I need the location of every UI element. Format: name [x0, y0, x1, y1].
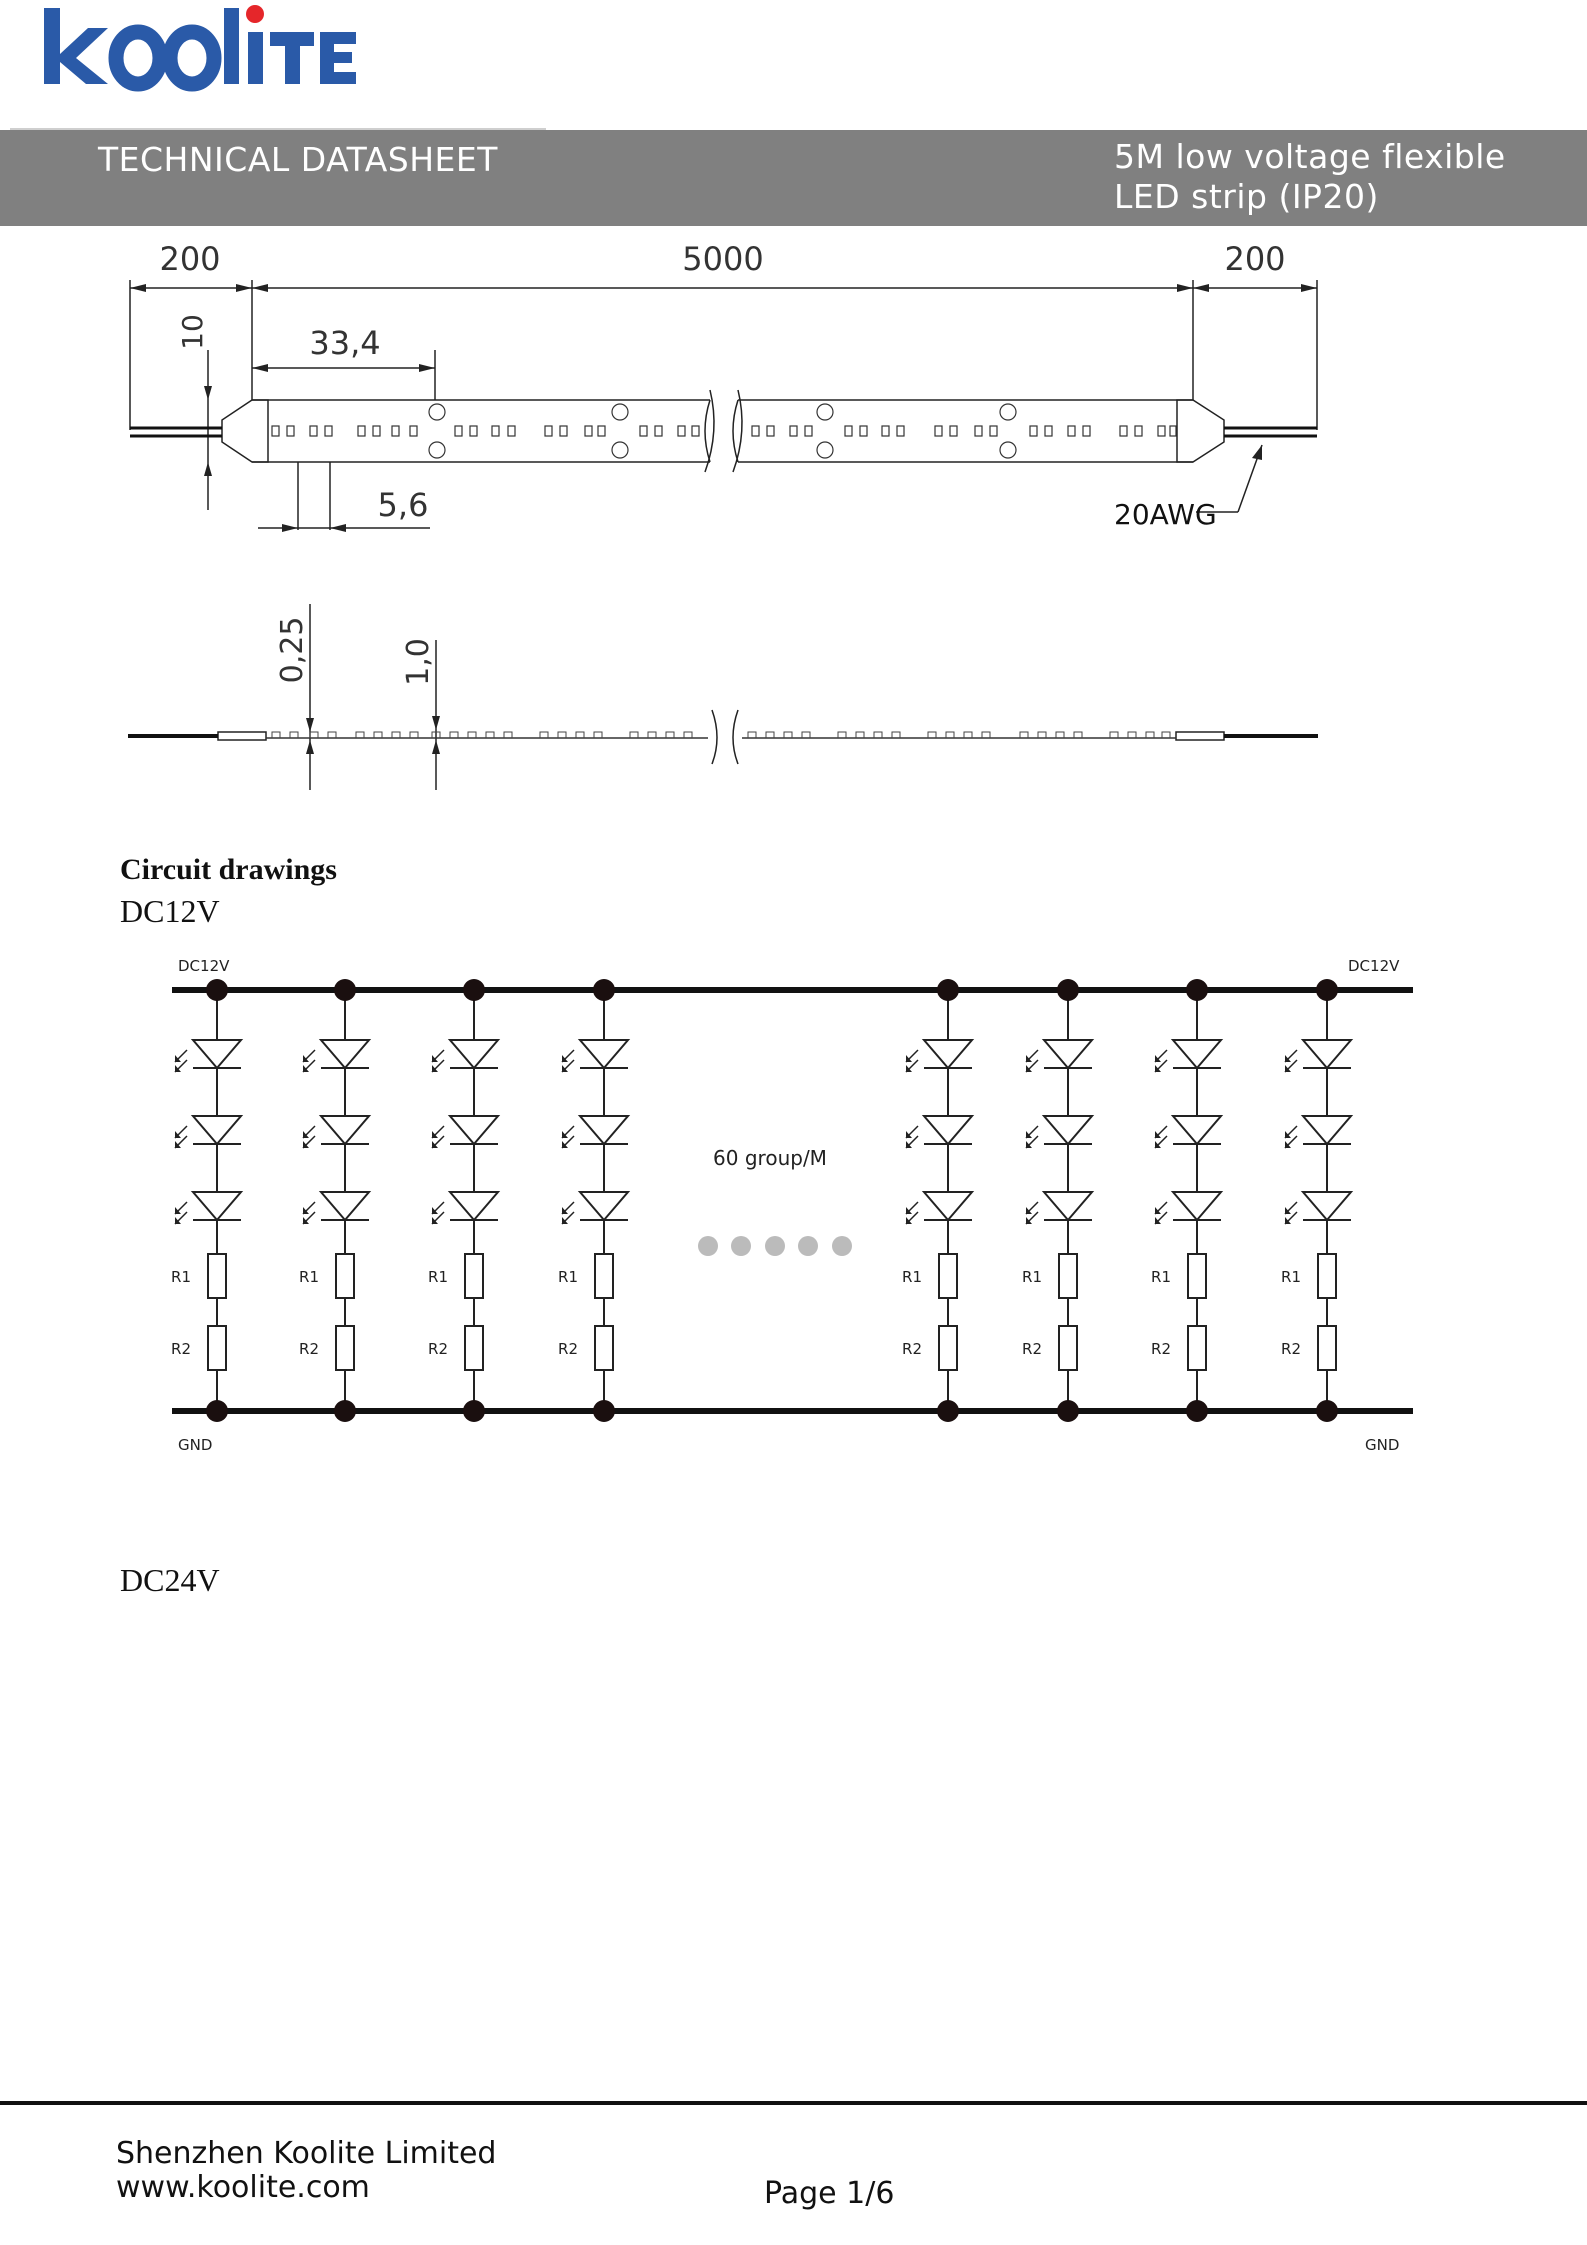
led-branch	[1022, 979, 1092, 1422]
top-junction-node	[593, 979, 615, 1001]
bottom-junction-node	[1186, 1400, 1208, 1422]
resistor-r2-label: R2	[1151, 1340, 1171, 1358]
dim-thickness: 0,25	[275, 616, 310, 684]
resistor-r2-label: R2	[299, 1340, 319, 1358]
led-diode-symbol	[1285, 1040, 1351, 1072]
footer-url[interactable]: www.koolite.com	[116, 2170, 370, 2205]
product-title-line1: 5M low voltage flexible	[1114, 137, 1506, 176]
led-diode-symbol	[562, 1116, 628, 1148]
footer-company: Shenzhen Koolite Limited	[116, 2136, 497, 2171]
led-diode-symbol	[175, 1192, 241, 1224]
resistor-r1-label: R1	[428, 1268, 448, 1286]
top-right-rail-label: DC12V	[1348, 957, 1400, 975]
led-diode-symbol	[1285, 1116, 1351, 1148]
top-left-rail-label: DC12V	[178, 957, 230, 975]
continuation-dots	[698, 1236, 852, 1256]
top-junction-node	[334, 979, 356, 1001]
led-diode-symbol	[1026, 1040, 1092, 1072]
footer-page-number: Page 1/6	[764, 2176, 895, 2211]
led-branch	[1281, 979, 1351, 1422]
led-diode-symbol	[175, 1116, 241, 1148]
dim-led-width: 5,6	[377, 486, 429, 524]
led-diode-symbol	[1026, 1116, 1092, 1148]
strip-top-view-drawing	[0, 240, 1587, 570]
led-diode-symbol	[303, 1040, 369, 1072]
top-junction-node	[1186, 979, 1208, 1001]
top-junction-node	[937, 979, 959, 1001]
top-junction-node	[463, 979, 485, 1001]
resistor-r1	[336, 1254, 354, 1298]
bottom-junction-node	[937, 1400, 959, 1422]
led-diode-symbol	[1155, 1040, 1221, 1072]
bottom-right-rail-label: GND	[1365, 1436, 1400, 1454]
led-diode-symbol	[1026, 1192, 1092, 1224]
resistor-r2-label: R2	[428, 1340, 448, 1358]
resistor-r1-label: R1	[299, 1268, 319, 1286]
dim-height: 1,0	[401, 638, 436, 686]
led-diode-symbol	[432, 1116, 498, 1148]
led-diode-symbol	[432, 1040, 498, 1072]
circuit-drawings-heading: Circuit drawings	[120, 853, 337, 886]
led-diode-symbol	[906, 1192, 972, 1224]
wire-gauge-label: 20AWG	[1114, 498, 1217, 531]
led-branch	[171, 979, 241, 1422]
dim-lead-left: 200	[159, 240, 221, 278]
product-title-line2: LED strip (IP20)	[1114, 177, 1379, 216]
top-junction-node	[1316, 979, 1338, 1001]
resistor-r2-label: R2	[902, 1340, 922, 1358]
resistor-r2	[595, 1326, 613, 1370]
resistor-r1	[1318, 1254, 1336, 1298]
dc24v-heading: DC24V	[120, 1562, 220, 1598]
resistor-r1	[595, 1254, 613, 1298]
led-branch	[1151, 979, 1221, 1422]
resistor-r1	[465, 1254, 483, 1298]
led-branch	[428, 979, 498, 1422]
resistor-r1-label: R1	[558, 1268, 578, 1286]
dc12v-heading: DC12V	[120, 893, 220, 929]
resistor-r2	[336, 1326, 354, 1370]
dim-lead-right: 200	[1224, 240, 1286, 278]
led-diode-symbol	[562, 1192, 628, 1224]
resistor-r1-label: R1	[171, 1268, 191, 1286]
led-branch	[558, 979, 628, 1422]
led-diode-symbol	[303, 1116, 369, 1148]
resistor-r1	[208, 1254, 226, 1298]
resistor-r2-label: R2	[558, 1340, 578, 1358]
resistor-r2-label: R2	[171, 1340, 191, 1358]
resistor-r2-label: R2	[1022, 1340, 1042, 1358]
led-diode-symbol	[906, 1116, 972, 1148]
resistor-r2	[465, 1326, 483, 1370]
led-diode-symbol	[1155, 1192, 1221, 1224]
led-diode-symbol	[432, 1192, 498, 1224]
led-diode-symbol	[1285, 1192, 1351, 1224]
resistor-r1	[939, 1254, 957, 1298]
led-diode-symbol	[906, 1040, 972, 1072]
resistor-r2	[1059, 1326, 1077, 1370]
bottom-junction-node	[463, 1400, 485, 1422]
resistor-r1	[1188, 1254, 1206, 1298]
strip-side-view-drawing	[0, 600, 1587, 800]
top-junction-node	[1057, 979, 1079, 1001]
bottom-junction-node	[1057, 1400, 1079, 1422]
resistor-r2	[1188, 1326, 1206, 1370]
resistor-r2	[939, 1326, 957, 1370]
resistor-r2	[208, 1326, 226, 1370]
led-diode-symbol	[303, 1192, 369, 1224]
resistor-r1	[1059, 1254, 1077, 1298]
koolite-logo	[40, 0, 360, 100]
product-title	[1114, 137, 1506, 217]
bottom-junction-node	[1316, 1400, 1338, 1422]
led-diode-symbol	[175, 1040, 241, 1072]
dim-strip-width: 10	[176, 314, 209, 350]
dim-total-length: 5000	[682, 240, 764, 278]
led-branch	[902, 979, 972, 1422]
top-junction-node	[206, 979, 228, 1001]
led-diode-symbol	[1155, 1116, 1221, 1148]
resistor-r2-label: R2	[1281, 1340, 1301, 1358]
footer-rule	[0, 2101, 1587, 2105]
bottom-junction-node	[593, 1400, 615, 1422]
resistor-r1-label: R1	[1022, 1268, 1042, 1286]
group-note: 60 group/M	[713, 1146, 827, 1170]
bottom-junction-node	[206, 1400, 228, 1422]
dc12v-circuit-diagram	[0, 940, 1587, 1480]
dim-led-pitch: 33,4	[309, 324, 381, 362]
bottom-junction-node	[334, 1400, 356, 1422]
bottom-left-rail-label: GND	[178, 1436, 213, 1454]
resistor-r1-label: R1	[902, 1268, 922, 1286]
datasheet-title: TECHNICAL DATASHEET	[98, 140, 498, 179]
resistor-r2	[1318, 1326, 1336, 1370]
led-diode-symbol	[562, 1040, 628, 1072]
resistor-r1-label: R1	[1151, 1268, 1171, 1286]
resistor-r1-label: R1	[1281, 1268, 1301, 1286]
led-branch	[299, 979, 369, 1422]
